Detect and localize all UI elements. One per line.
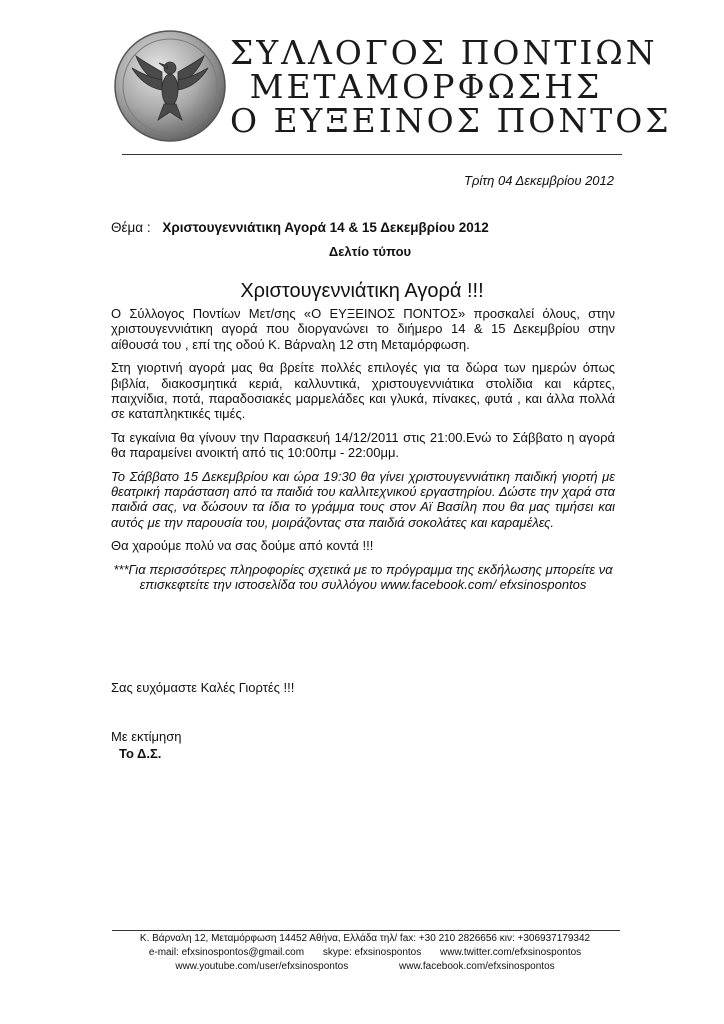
closing-regards: Με εκτίμηση <box>111 729 182 744</box>
footer-address: Κ. Βάρναλη 12, Μεταμόρφωση 14452 Αθήνα, Ελλάδα τηλ/ fax: +30 210 2826656 κιν: +306937179342 <box>139 933 591 944</box>
press-release-text: Δελτίο τύπου <box>328 244 412 259</box>
org-name-line-1: ΣΥΛΛΟΓΟΣ ΠΟΝΤΙΩΝ <box>230 33 658 72</box>
footer-facebook: www.facebook.com/efxsinospontos <box>399 961 555 972</box>
main-heading <box>0 280 724 303</box>
closing <box>111 728 182 762</box>
footer-youtube: www.youtube.com/user/efxsinospontos <box>175 961 349 972</box>
holiday-greeting: Σας ευχόμαστε Καλές Γιορτές !!! <box>111 680 295 695</box>
paragraph-more-info: ***Για περισσότερες πληροφορίες σχετικά με το πρόγραμμα της εκδήλωσης μπορείτε να επισκεφτείτε την ιστοσελίδα του συλλόγου www.facebook.com/ efxsinospontos <box>113 561 613 593</box>
organization-name <box>230 33 672 140</box>
letter-date: Τρίτη 04 Δεκεμβρίου 2012 <box>464 173 614 188</box>
footer-line-3 <box>100 960 630 974</box>
footer-email: e-mail: efxsinospontos@gmail.com <box>148 947 305 958</box>
subject-line <box>111 220 489 235</box>
footer-contact <box>100 932 630 974</box>
paragraph-welcome: Θα χαρούμε πολύ να σας δούμε από κοντά !!! <box>111 538 374 554</box>
paragraph-children-event: Το Σάββατο 15 Δεκεμβρίου και ώρα 19:30 θα γίνει χριστουγεννιάτικη παιδική γιορτή με θεατρική παράσταση από τα παιδιά του καλλιτεχνικού εργαστηρίου. Δώστε την χαρά στα παιδιά σας, να δώσουν τα ίδια το γράμμα τους στον Αϊ Βασίλη που θα μας τιμήσει και αυτός με την παρουσία του, μοιράζοντας στα παιδιά σοκολάτες και καραμέλες. <box>111 468 615 530</box>
paragraph-products: Στη γιορτινή αγορά μας θα βρείτε πολλές επιλογές για τα δώρα των ημερών όπως βιβλία, διακοσμητικά κεριά, καλλυντικά, χριστουγεννιάτικα στολίδια και κάρτες, παιχνίδια, ποτά, παραδοσιακές μαρμελάδες και γλυκά, πίνακες, φυτά , και άλλα πολλά σε καταπληκτικές τιμές. <box>111 360 615 422</box>
footer-skype: skype: efxsinospontos <box>322 947 422 958</box>
letterhead <box>112 22 672 150</box>
subject-label: Θέμα : <box>111 220 151 235</box>
eagle-coin-icon <box>112 28 228 144</box>
footer-line-2 <box>100 946 630 960</box>
org-name-line-3: Ο ΕΥΞΕΙΝΟΣ ΠΟΝΤΟΣ <box>230 101 672 140</box>
footer-twitter: www.twitter.com/efxsinospontos <box>440 947 582 958</box>
closing-signature: Το Δ.Σ. <box>119 746 162 761</box>
paragraph-schedule: Τα εγκαίνια θα γίνουν την Παρασκευή 14/12/2011 στις 21:00.Ενώ το Σάββατο η αγορά θα παραμείνει ανοικτή από τις 10:00πμ - 22:00μμ. <box>111 429 615 461</box>
header-divider <box>122 154 622 155</box>
main-heading-text: Χριστουγεννιάτικη Αγορά !!! <box>240 280 484 302</box>
letter-body <box>111 306 615 601</box>
footer-divider <box>112 930 620 931</box>
paragraph-invitation: Ο Σύλλογος Ποντίων Μετ/σης «Ο ΕΥΞΕΙΝΟΣ ΠΟΝΤΟΣ» προσκαλεί όλους, στην χριστουγεννιάτικη αγορά που διοργανώνει το διήμερο 14 & 15 Δεκεμβρίου στην αίθουσά του , επί της οδού Κ. Βάρναλη 12 στη Μεταμόρφωση. <box>111 306 615 352</box>
press-release-label <box>0 244 724 259</box>
org-name-line-2: ΜΕΤΑΜΟΡΦΩΣΗΣ <box>249 67 603 106</box>
subject-value: Χριστουγεννιάτικη Αγορά 14 & 15 Δεκεμβρίου 2012 <box>162 220 489 235</box>
